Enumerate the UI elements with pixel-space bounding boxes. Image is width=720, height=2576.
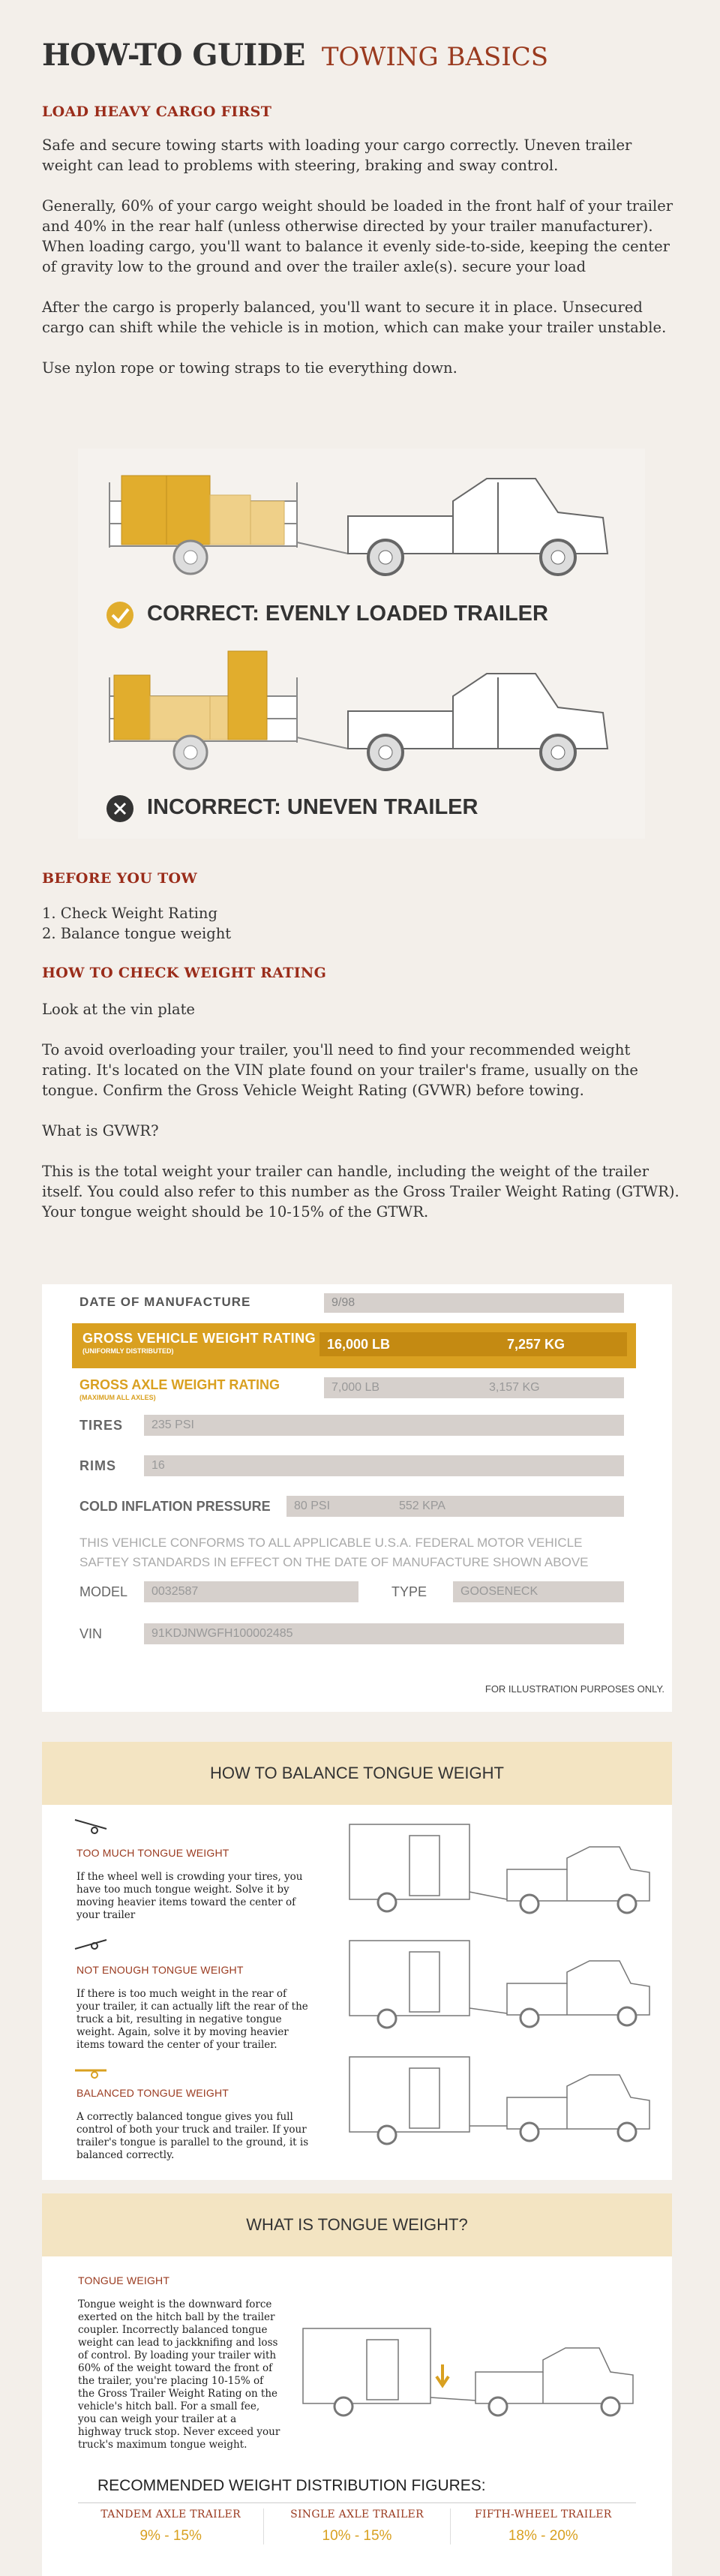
vin-gvwr-label: GROSS VEHICLE WEIGHT RATING (82, 1331, 316, 1346)
vin-vin-label: VIN (80, 1626, 103, 1641)
tongue-up-icon (72, 1935, 110, 1953)
tongue-weight-diagram (296, 2313, 640, 2441)
trailer-loading-diagram (78, 449, 645, 839)
page-header (42, 0, 720, 83)
vin-gvwr-kg: 7,257 KG (507, 1337, 566, 1352)
rec-col-single (264, 2508, 450, 2544)
balance-item-2-text: If there is too much weight in the rear of your trailer, it can actually lift the rear of the truck a bit, resulting in negative tongue weight. Again, solve it by moving heavier items toward the center of your trailer. (76, 1988, 308, 2051)
vin-conform-text: THIS VEHICLE CONFORMS TO ALL APPLICABLE U.S.A. FEDERAL MOTOR VEHICLE SAFTEY STANDARDS IN EFFECT ON THE DATE OF MANUFACTURE SHOWN ABOVE (80, 1536, 589, 1569)
cargo-paragraph-2: Generally, 60% of your cargo weight should be loaded in the front half of your trailer and 40% in the rear half (unless otherwise directed by your trailer manufacturer). When loading cargo, you'll want to balance it evenly side-to-side, keeping the center of gravity low to the ground and over the trailer axle(s). secure your load (42, 197, 674, 275)
check-paragraph-4: This is the total weight your trailer can handle, including the weight of the trailer itself. You could also refer to this number as the Gross Trailer Weight Rating (GTWR). Your tongue weight should be 10-15% of the GTWR. (42, 1163, 680, 1220)
cargo-paragraph-4: Use nylon rope or towing straps to tie everything down. (42, 359, 458, 377)
vin-date-label: DATE OF MANUFACTURE (80, 1295, 251, 1309)
cargo-paragraph-3: After the cargo is properly balanced, you'll want to secure it in place. Unsecured cargo can shift while the vehicle is in motion, which can make your trailer unstable. (42, 299, 667, 336)
balance-item-2-title: NOT ENOUGH TONGUE WEIGHT (76, 1964, 244, 1976)
before-item-2: 2. Balance tongue weight (42, 925, 232, 942)
correct-label: CORRECT: EVENLY LOADED TRAILER (147, 602, 548, 626)
vin-cold-label: COLD INFLATION PRESSURE (80, 1499, 271, 1514)
rec-col-value: 10% - 15% (322, 2528, 392, 2544)
balance-item-3-title: BALANCED TONGUE WEIGHT (76, 2087, 230, 2099)
vin-footnote: FOR ILLUSTRATION PURPOSES ONLY. (484, 1683, 664, 1695)
vin-gvwr-lb: 16,000 LB (327, 1337, 391, 1352)
vin-date-value: 9/98 (324, 1293, 624, 1313)
vin-model-label: MODEL (80, 1584, 128, 1599)
vin-rims-value: 16 (144, 1455, 624, 1476)
before-item-1: 1. Check Weight Rating (42, 905, 218, 922)
rec-col-value: 18% - 20% (508, 2528, 578, 2544)
vin-gawr-label: GROSS AXLE WEIGHT RATING (80, 1377, 280, 1392)
section-title-before: BEFORE YOU TOW (42, 870, 197, 887)
tongue-title: WHAT IS TONGUE WEIGHT? (42, 2193, 672, 2256)
loading-illustration (78, 449, 645, 839)
page-title: HOW-TO GUIDE (42, 38, 305, 73)
section-title-cargo: LOAD HEAVY CARGO FIRST (42, 104, 272, 120)
vin-type-label: TYPE (392, 1584, 428, 1599)
rec-col-fifth (451, 2508, 636, 2544)
vin-vin-value: 91KDJNWGFH100002485 (144, 1623, 624, 1644)
tongue-panel (42, 2193, 672, 2576)
vin-gvwr-sub: (UNIFORMLY DISTRIBUTED) (82, 1347, 174, 1355)
check-paragraph-2: To avoid overloading your trailer, you'll need to find your recommended weight rating. It's located on the VIN plate found on your trailer's frame, usually on the tongue. Confirm the Gross Vehicle Weight Rating (GVWR) before towing. (42, 1041, 638, 1099)
rec-col-value: 9% - 15% (140, 2528, 202, 2544)
tongue-text: Tongue weight is the downward force exerted on the hitch ball by the trailer coupler. Incorrectly balanced tongue weight can lead to jackknifing and loss of control. By loading your trailer with 60% of the weight toward the front of the trailer, you're placing 10-15% of the Gross Trailer Weight Rating on the vehicle's hitch ball. For a small fee, you can weigh your trailer at a highway truck stop. Never exceed your truck's maximum tongue weight. (78, 2298, 280, 2451)
down-arrow-icon (436, 2364, 448, 2385)
balance-panel (42, 1742, 672, 2180)
rec-col-label: FIFTH-WHEEL TRAILER (475, 2508, 612, 2520)
vin-model-value: 0032587 (144, 1581, 358, 1602)
vin-gawr-kg: 3,157 KG (489, 1381, 540, 1394)
balance-item-1-title: TOO MUCH TONGUE WEIGHT (76, 1847, 230, 1859)
vin-cold-kpa: 552 KPA (399, 1500, 446, 1512)
section-title-check: HOW TO CHECK WEIGHT RATING (42, 965, 327, 981)
vin-gvwr-row (72, 1323, 636, 1368)
rec-col-label: SINGLE AXLE TRAILER (290, 2508, 424, 2520)
cargo-paragraph-1: Safe and secure towing starts with loading your cargo correctly. Uneven trailer weight can lead to problems with steering, braking and sway control. (42, 137, 632, 174)
rec-columns (78, 2508, 636, 2544)
rec-col-label: TANDEM AXLE TRAILER (100, 2508, 241, 2520)
vin-tires-label: TIRES (80, 1418, 124, 1433)
check-paragraph-1: Look at the vin plate (42, 1001, 195, 1018)
vin-type-value: GOOSENECK (453, 1581, 624, 1602)
vin-cold-psi: 80 PSI (294, 1500, 331, 1512)
vin-plate (42, 1284, 672, 1712)
check-paragraph-3: What is GVWR? (42, 1122, 159, 1139)
tongue-level-icon (72, 2064, 110, 2082)
incorrect-label: INCORRECT: UNEVEN TRAILER (147, 795, 478, 819)
balance-title: HOW TO BALANCE TONGUE WEIGHT (42, 1742, 672, 1805)
vin-gawr-sub: (MAXIMUM ALL AXLES) (80, 1394, 156, 1401)
vin-rims-label: RIMS (80, 1458, 116, 1473)
tongue-down-icon (72, 1817, 110, 1835)
vin-tires-value: 235 PSI (144, 1415, 624, 1436)
balance-item-3-text: A correctly balanced tongue gives you full control of both your truck and trailer. If your trailer's tongue is parallel to the ground, it is balanced correctly. (76, 2111, 309, 2161)
check-icon (106, 602, 134, 629)
page-subtitle: TOWING BASICS (321, 42, 549, 72)
tongue-weight-diagrams (342, 1817, 657, 2169)
balance-item-1-text: If the wheel well is crowding your tires, you have too much tongue weight. Solve it by moving heavier items toward the center of your trailer (76, 1871, 303, 1921)
vin-gawr-lb: 7,000 LB (332, 1381, 380, 1394)
tongue-subtitle: TONGUE WEIGHT (78, 2274, 170, 2286)
rec-title: RECOMMENDED WEIGHT DISTRIBUTION FIGURES: (98, 2477, 486, 2494)
rec-col-tandem (78, 2508, 264, 2544)
